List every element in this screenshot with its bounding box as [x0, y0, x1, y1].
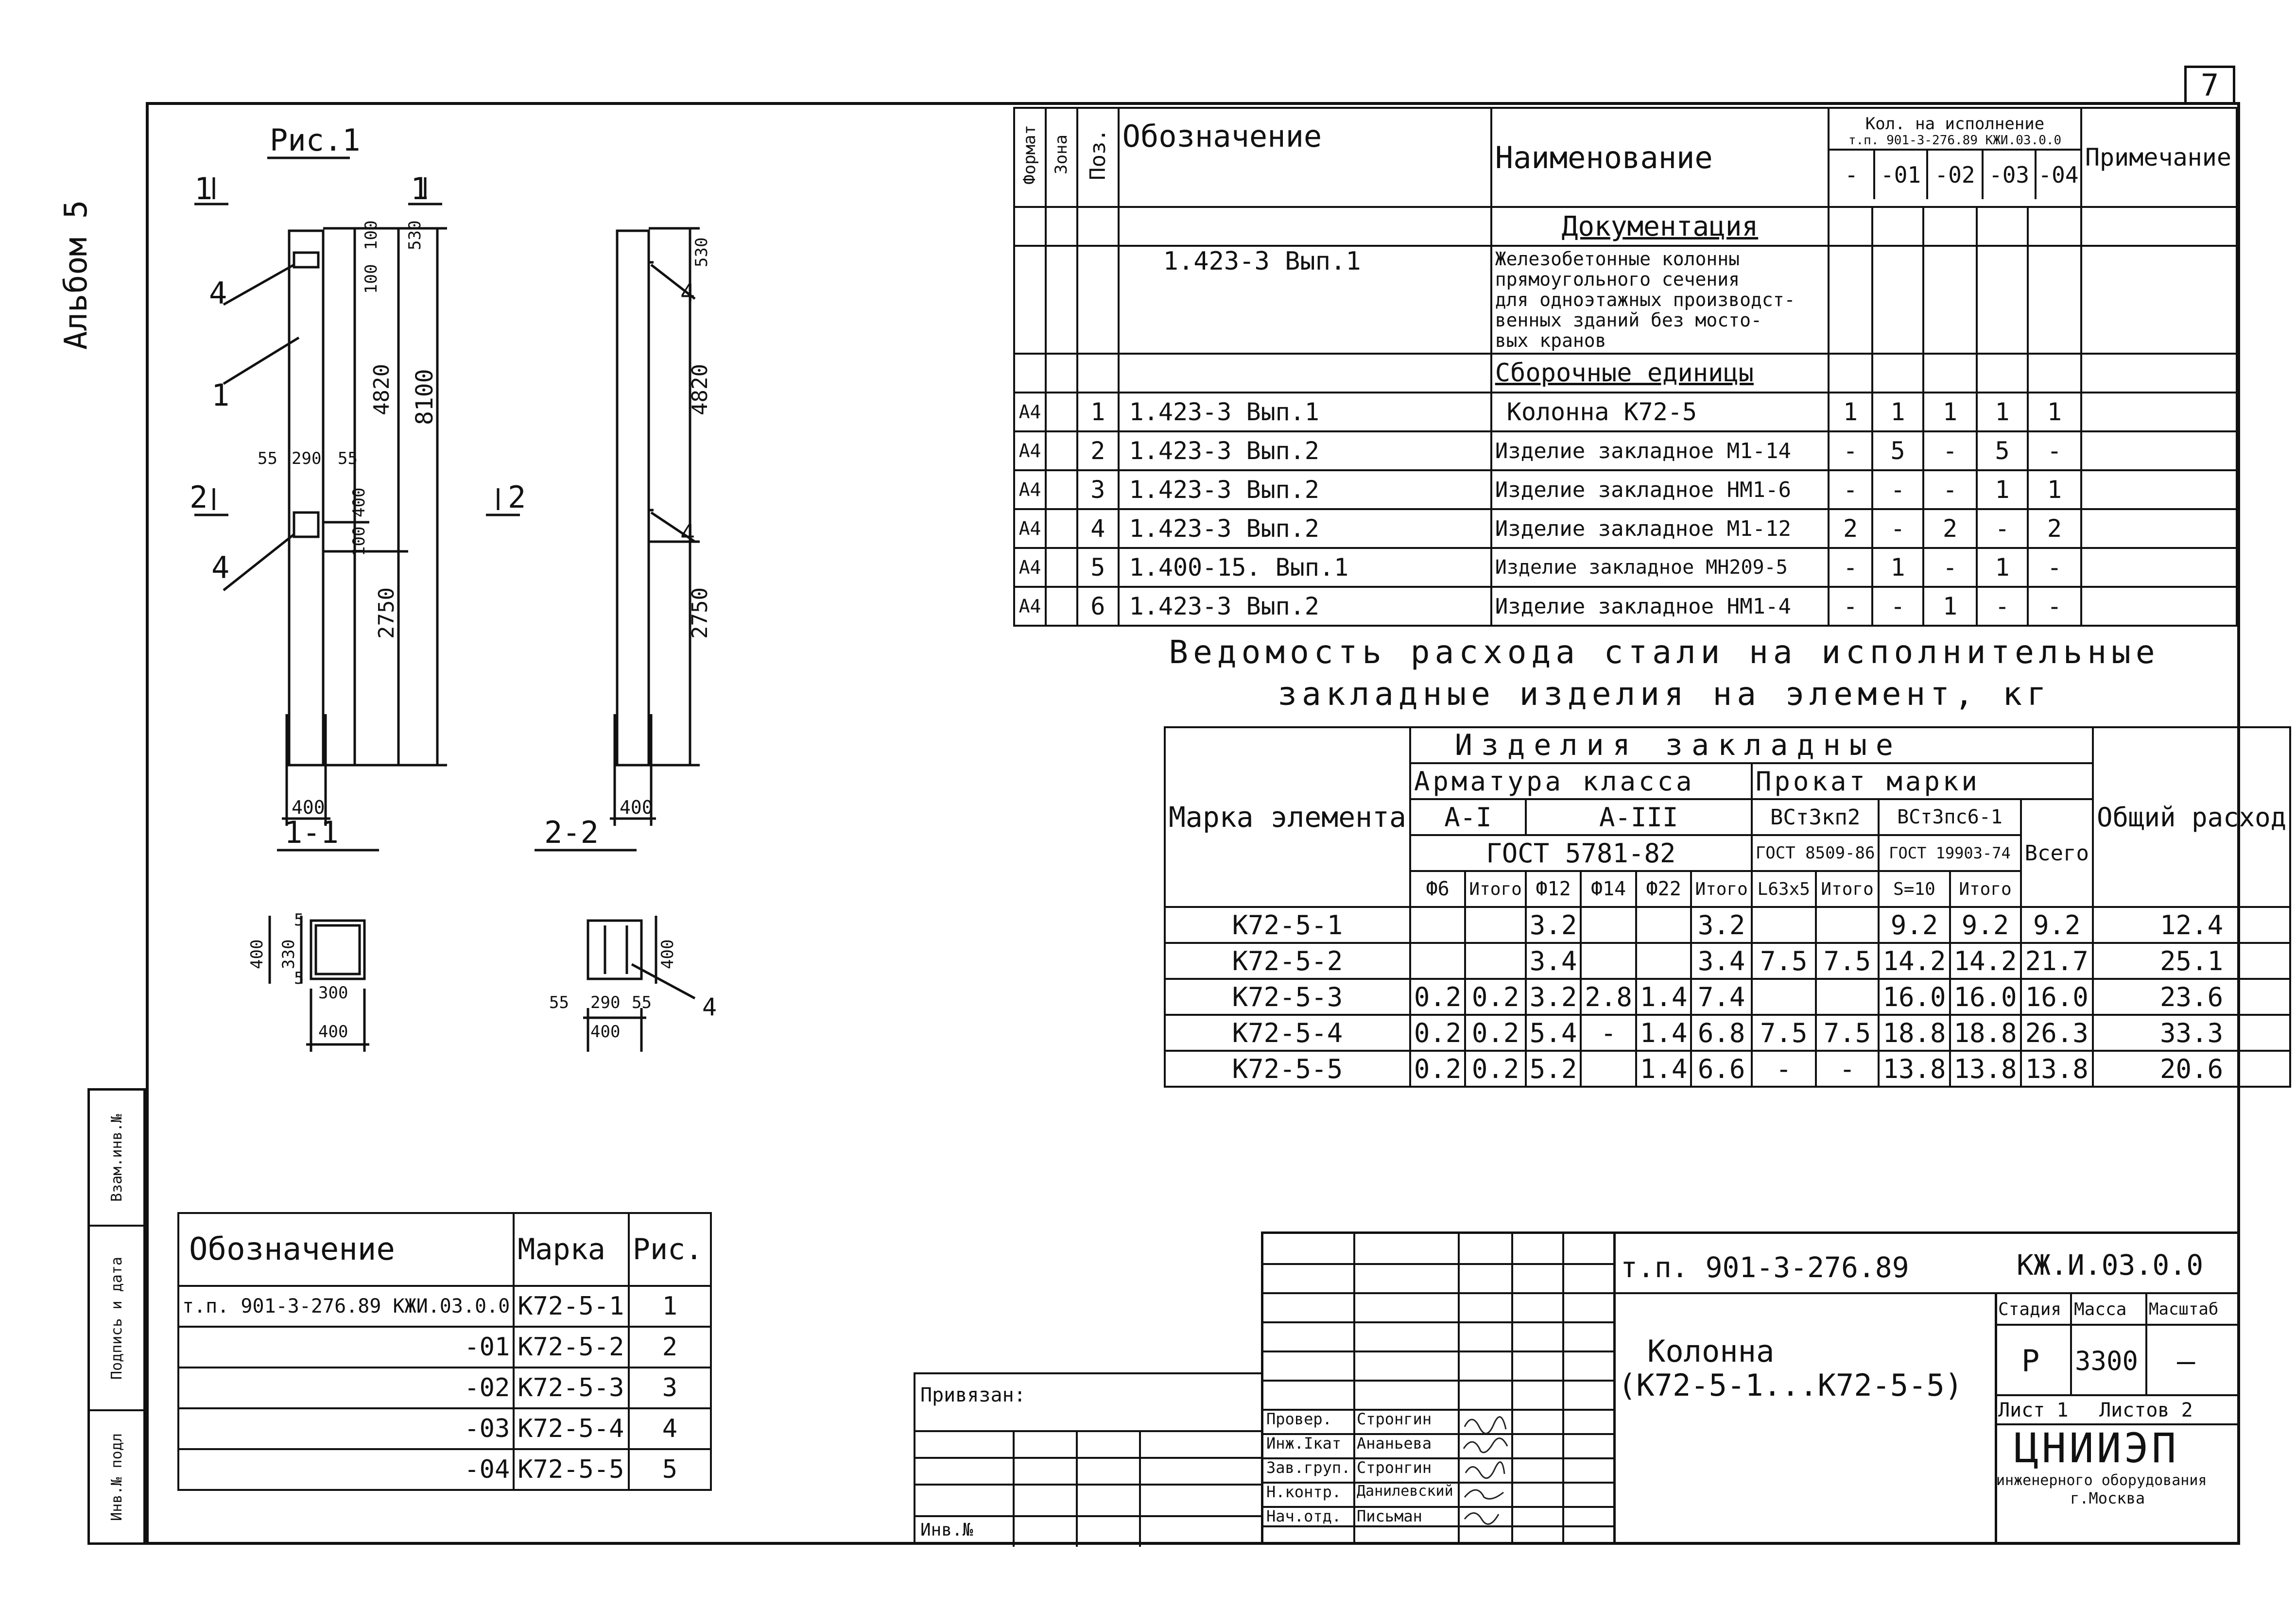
section-title-1-1: 1-1	[284, 815, 339, 850]
svg-text:100: 100	[362, 264, 381, 294]
svg-text:400: 400	[590, 1022, 621, 1042]
header-vst1: ВСт3кп2	[1752, 799, 1879, 835]
svg-text:400: 400	[620, 797, 653, 818]
side-strip	[87, 1088, 146, 1545]
spec-row: А4 3 1.423-3 Вып.2 Изделие закладное НМ1-6 - - - 1 1	[1014, 470, 2237, 509]
section-title-2-2: 2-2	[544, 815, 599, 850]
doc-designation: 1.423-3 Вып.1	[1119, 246, 1491, 354]
svg-text:400: 400	[349, 487, 369, 517]
header-rebar: Арматура класса	[1410, 763, 1752, 799]
name-dept-head: Письман	[1357, 1507, 1422, 1525]
svg-text:5: 5	[294, 910, 304, 930]
marks-row: -04 К72-5-5 5	[178, 1449, 711, 1490]
section-docs: Документация	[1491, 207, 1829, 246]
svg-text:55: 55	[632, 993, 652, 1012]
header-items: Изделия закладные	[1410, 727, 2093, 763]
svg-text:4: 4	[702, 993, 717, 1021]
svg-text:290: 290	[292, 449, 322, 468]
doc-name-line: Железобетонные колонны	[1495, 248, 1740, 270]
marks-table	[177, 1212, 712, 1491]
svg-text:300: 300	[318, 983, 348, 1003]
name-group-head: Стронгин	[1357, 1458, 1432, 1477]
marks-header-fig: Рис.	[629, 1213, 711, 1286]
header-pos: Поз.	[1085, 129, 1110, 180]
header-general: Общий расход	[2093, 727, 2290, 907]
column-drawing	[146, 104, 1001, 1071]
header-qty-line1: Кол. на исполнение	[1865, 114, 2045, 134]
callout-4a: 4	[209, 275, 227, 311]
sheet-count: Листов 2	[2099, 1399, 2193, 1421]
doc-name-line: прямоугольного сечения	[1495, 269, 1740, 290]
marks-header-mark: Марка	[514, 1213, 629, 1286]
section-mark-2b: 2	[508, 479, 526, 515]
svg-text:4: 4	[680, 519, 695, 547]
svg-text:55: 55	[338, 449, 358, 468]
stage-value: Р	[2021, 1343, 2040, 1379]
mass-value: 3300	[2075, 1346, 2139, 1376]
name-norm-control: Данилевский	[1357, 1483, 1453, 1500]
section-units: Сборочные единицы	[1491, 354, 1829, 393]
header-a1: А-I	[1410, 799, 1526, 835]
svg-text:100: 100	[349, 526, 369, 556]
organization: ЦНИИЭП	[2014, 1424, 2179, 1472]
bound-to-label: Привязан:	[920, 1384, 1026, 1406]
header-name: Наименование	[1491, 108, 1829, 207]
header-format: Формат	[1020, 124, 1040, 185]
doc-name-line: вых кранов	[1495, 330, 1606, 351]
page-number: 7	[2184, 66, 2235, 104]
title-line2: (К72-5-1...К72-5-5)	[1618, 1368, 1963, 1403]
marks-row: -01 К72-5-2 2	[178, 1327, 711, 1368]
steel-table: Марка элемента Изделия закладные Общий расход Арматура класса Прокат марки А-I А-III ВСт3кп2 ВСт3пс6-1 Всего ГОСТ 5781-82 ГОСТ 8509-86 ГОСТ 19903-74 Ф6 Итого Ф12 Ф14 Ф22 Итого L63x5 Итого S=10 Итого К72-5-1 3.2 3.2 9.2 9.2 9.2 12.4 К72-5-2 3.4 3.4 7.5 7.5 14.2 14.2 21.7 25.1 К72-5-3 0.2 0.2 3.2 2.8 1.4 7.4 16.0 16.0 16.0 23.6 К72-5-4 0.2 0.2 5.4 - 1.4 6.8 7.5 7.5 18.8 18.8 26.3 33.3 К72-5-5 0.2 0.2 5.2 1.4 6.6 - - 13.8 13.8 13.8 20.6	[1164, 726, 2291, 1088]
steel-table-title: Ведомость расхода стали на исполнительные закладные изделия на элемент, кг	[1169, 633, 2160, 713]
qty-col-3: -03	[1984, 151, 2037, 199]
svg-text:330: 330	[279, 939, 298, 969]
svg-text:2750: 2750	[374, 587, 399, 639]
section-mark-1b: 1	[411, 171, 429, 206]
steel-row: К72-5-2 3.4 3.4 7.5 7.5 14.2 14.2 21.7 25.1	[1165, 943, 2290, 979]
header-vst2: ВСт3пс6-1	[1879, 799, 2020, 835]
scale-header: Масштаб	[2149, 1299, 2219, 1319]
title-line1: Колонна	[1647, 1333, 1775, 1369]
svg-text:290: 290	[590, 993, 621, 1012]
signatures	[1460, 1410, 1511, 1526]
spec-row: А4 2 1.423-3 Вып.2 Изделие закладное М1-14 - 5 - 5 -	[1014, 431, 2237, 470]
side-cell-signature: Подпись и дата	[90, 1227, 143, 1411]
header-mark: Марка элемента	[1165, 727, 1410, 907]
role-group-head: Зав.груп.	[1266, 1458, 1351, 1477]
album-label: Альбом 5	[58, 200, 94, 350]
qty-col-2: -02	[1928, 151, 1984, 199]
svg-text:400: 400	[658, 939, 677, 969]
steel-row: К72-5-5 0.2 0.2 5.2 1.4 6.6 - - 13.8 13.8 13.8 20.6	[1165, 1051, 2290, 1087]
stage-header: Стадия	[1998, 1299, 2062, 1319]
header-gost2: ГОСТ 8509-86	[1752, 835, 1879, 871]
svg-text:2750: 2750	[688, 587, 712, 639]
header-designation: Обозначение	[1119, 108, 1491, 207]
inv-no-label: Инв.№	[920, 1520, 973, 1540]
organization-line3: г.Москва	[2070, 1489, 2145, 1507]
section-mark-1a: 1	[194, 171, 213, 206]
binding-box	[914, 1372, 1263, 1545]
spec-row: А4 1 1.423-3 Вып.1 Колонна К72-5 1 1 1 1 1	[1014, 393, 2237, 431]
svg-text:400: 400	[247, 939, 267, 969]
figure-title: Рис.1	[270, 122, 361, 158]
organization-line2: инженерного оборудования	[1996, 1472, 2207, 1489]
callout-4b: 4	[211, 550, 230, 585]
svg-text:400: 400	[292, 797, 325, 818]
project-number: т.п. 901-3-276.89	[1621, 1251, 1909, 1284]
name-checked: Стронгин	[1357, 1410, 1432, 1428]
doc-name-line: для одноэтажных производст-	[1495, 289, 1795, 310]
title-block	[1261, 1231, 2240, 1545]
svg-text:4820: 4820	[369, 364, 394, 415]
marks-row: т.п. 901-3-276.89 КЖИ.03.0.0 К72-5-1 1	[178, 1286, 711, 1327]
header-rolled: Прокат марки	[1752, 763, 2093, 799]
side-cell-replace: Взам.инв.№	[90, 1091, 143, 1227]
drawing-code: КЖ.И.03.0.0	[2017, 1248, 2204, 1282]
header-note: Примечание	[2081, 108, 2237, 207]
qty-col-4: -04	[2038, 162, 2079, 188]
svg-text:55: 55	[258, 449, 277, 468]
spec-row: А4 6 1.423-3 Вып.2 Изделие закладное НМ1-4 - - 1 - -	[1014, 587, 2237, 626]
sheet-number: Лист 1	[1998, 1399, 2069, 1421]
header-qty-line2: т.п. 901-3-276.89 КЖИ.03.0.0	[1830, 132, 2080, 151]
header-a3: А-III	[1526, 799, 1752, 835]
side-cell-inventory: Инв.№ подл	[108, 1433, 125, 1521]
header-total-all: Всего	[2021, 799, 2093, 907]
svg-text:530: 530	[692, 237, 711, 267]
name-engineer: Ананьева	[1357, 1434, 1432, 1453]
spec-row: А4 4 1.423-3 Вып.2 Изделие закладное М1-12 2 - 2 - 2	[1014, 509, 2237, 548]
marks-header-designation: Обозначение	[178, 1213, 514, 1286]
svg-text:8100: 8100	[411, 369, 438, 425]
role-checked: Провер.	[1266, 1410, 1332, 1428]
role-engineer: Инж.Iкат	[1266, 1434, 1342, 1453]
svg-text:55: 55	[549, 993, 569, 1012]
specification-table	[1013, 107, 2238, 627]
steel-row: К72-5-3 0.2 0.2 3.2 2.8 1.4 7.4 16.0 16.0 16.0 23.6	[1165, 979, 2290, 1015]
callout-1: 1	[211, 377, 230, 413]
marks-row: -02 К72-5-3 3	[178, 1368, 711, 1408]
role-dept-head: Нач.отд.	[1266, 1507, 1342, 1525]
spec-row: А4 5 1.400-15. Вып.1 Изделие закладное МН209-5 - 1 - 1 -	[1014, 548, 2237, 587]
marks-row: -03 К72-5-4 4	[178, 1408, 711, 1449]
svg-text:400: 400	[318, 1022, 348, 1042]
role-norm-control: Н.контр.	[1266, 1483, 1342, 1501]
qty-col-1: -01	[1875, 151, 1928, 199]
section-mark-2a: 2	[190, 479, 208, 515]
doc-name-line: венных зданий без мосто-	[1495, 309, 1762, 331]
steel-row: К72-5-4 0.2 0.2 5.4 - 1.4 6.8 7.5 7.5 18.8 18.8 26.3 33.3	[1165, 1015, 2290, 1051]
qty-col-0: -	[1830, 151, 1875, 199]
scale-value: —	[2177, 1343, 2195, 1379]
header-gost3: ГОСТ 19903-74	[1879, 835, 2020, 871]
header-gost1: ГОСТ 5781-82	[1410, 835, 1752, 871]
svg-text:100: 100	[362, 220, 381, 250]
svg-text:4820: 4820	[688, 364, 712, 415]
svg-text:4: 4	[680, 279, 695, 307]
svg-text:5: 5	[294, 969, 304, 988]
svg-text:530: 530	[405, 220, 425, 250]
mass-header: Масса	[2074, 1299, 2127, 1319]
steel-row: К72-5-1 3.2 3.2 9.2 9.2 9.2 12.4	[1165, 907, 2290, 943]
header-zone: Зона	[1052, 135, 1071, 174]
